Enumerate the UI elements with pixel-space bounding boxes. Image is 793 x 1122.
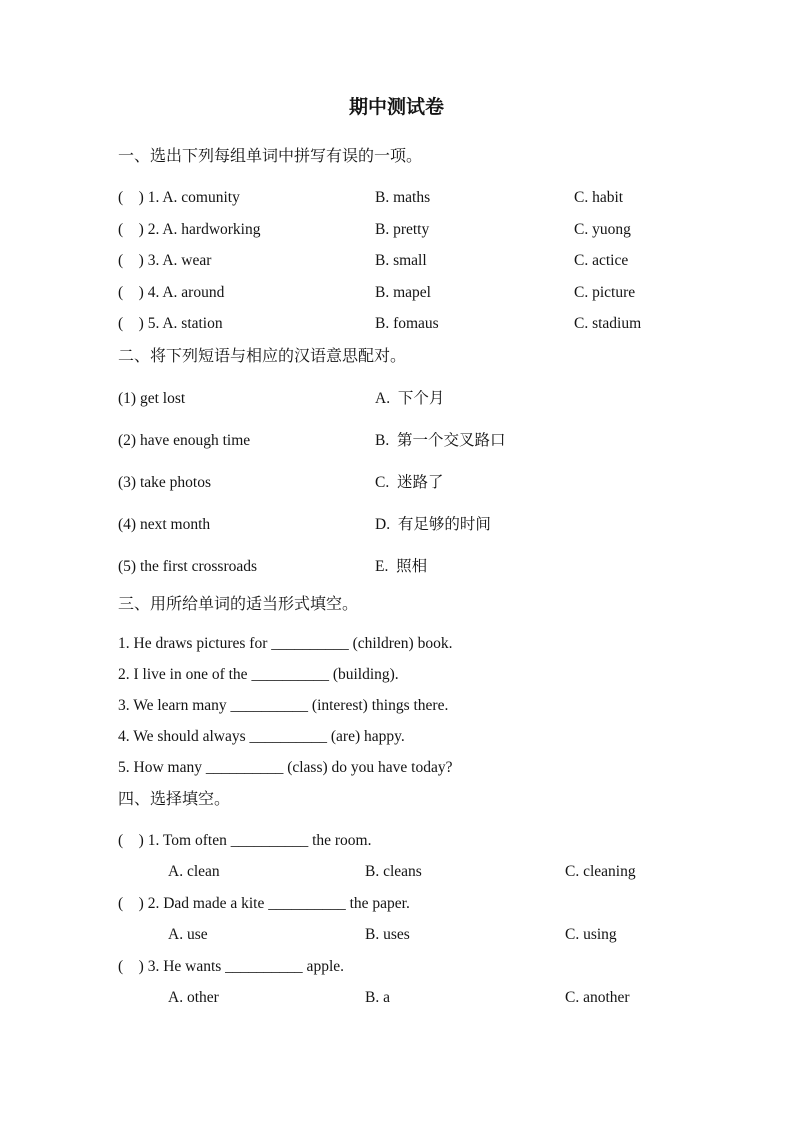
chinese-meaning: D. 有足够的时间 <box>375 515 491 533</box>
option-c: C. yuong <box>574 220 631 238</box>
option-b: B. pretty <box>375 220 430 238</box>
option-c: C. actice <box>574 252 629 269</box>
option-c: C. another <box>565 989 630 1006</box>
english-phrase: (2) have enough time <box>118 431 251 449</box>
word-group-row <box>118 277 753 309</box>
match-pair-row <box>118 420 753 462</box>
section2-heading: 二、将下列短语与相应的汉语意思配对。 <box>118 347 407 365</box>
chinese-meaning: A. 下个月 <box>375 389 445 407</box>
option-b: B. mapel <box>375 283 431 301</box>
section2-pairs <box>118 378 753 588</box>
choice-options-row <box>168 856 753 888</box>
section4-questions <box>118 825 753 1014</box>
word-group-row <box>118 308 753 340</box>
option-c: C. habit <box>574 189 624 206</box>
option-b: B. small <box>375 252 427 269</box>
english-phrase: (5) the first crossroads <box>118 557 258 575</box>
word-group-row <box>118 245 753 277</box>
section3-items <box>118 628 753 783</box>
answer-blank-and-option-a: ( ) 4. A. around <box>118 283 225 301</box>
chinese-meaning: C. 迷路了 <box>375 473 444 491</box>
choice-question-stem: ( ) 2. Dad made a kite __________ the paper. <box>118 894 410 912</box>
match-pair-row <box>118 462 753 504</box>
section1-rows <box>118 182 753 340</box>
word-group-row <box>118 182 753 214</box>
match-pair-row <box>118 378 753 420</box>
word-group-row <box>118 214 753 246</box>
fill-blank-sentence: 1. He draws pictures for __________ (children) book. <box>118 634 453 652</box>
answer-blank-and-option-a: ( ) 2. A. hardworking <box>118 220 261 238</box>
option-c: C. stadium <box>574 315 642 332</box>
option-c: C. picture <box>574 283 636 301</box>
option-b: B. maths <box>375 189 431 206</box>
match-pair-row <box>118 504 753 546</box>
fill-blank-sentence: 5. How many __________ (class) do you have today? <box>118 758 453 776</box>
chinese-meaning: E. 照相 <box>375 557 428 575</box>
option-a: A. clean <box>168 863 220 880</box>
section1-heading: 一、选出下列每组单词中拼写有误的一项。 <box>118 148 423 165</box>
option-b: B. uses <box>365 926 410 943</box>
option-b: B. a <box>365 989 390 1006</box>
section3-heading: 三、用所给单词的适当形式填空。 <box>118 595 359 613</box>
option-c: C. using <box>565 926 617 943</box>
page-title: 期中测试卷 <box>348 97 444 118</box>
english-phrase: (1) get lost <box>118 389 186 407</box>
choice-question-stem: ( ) 1. Tom often __________ the room. <box>118 831 372 849</box>
option-b: B. fomaus <box>375 315 439 332</box>
choice-question-stem: ( ) 3. He wants __________ apple. <box>118 957 344 975</box>
answer-blank-and-option-a: ( ) 3. A. wear <box>118 252 212 269</box>
chinese-meaning: B. 第一个交叉路口 <box>375 431 506 449</box>
match-pair-row <box>118 546 753 588</box>
option-b: B. cleans <box>365 863 422 880</box>
fill-blank-sentence: 3. We learn many __________ (interest) things there. <box>118 696 449 714</box>
option-c: C. cleaning <box>565 863 636 880</box>
answer-blank-and-option-a: ( ) 5. A. station <box>118 315 223 332</box>
paper-content <box>0 146 793 1014</box>
answer-blank-and-option-a: ( ) 1. A. comunity <box>118 189 240 206</box>
choice-options-row <box>168 982 753 1014</box>
fill-blank-sentence: 2. I live in one of the __________ (building). <box>118 665 399 683</box>
option-a: A. use <box>168 926 208 943</box>
english-phrase: (3) take photos <box>118 473 211 491</box>
fill-blank-sentence: 4. We should always __________ (are) happy. <box>118 727 405 745</box>
english-phrase: (4) next month <box>118 515 211 533</box>
option-a: A. other <box>168 989 219 1006</box>
choice-options-row <box>168 919 753 951</box>
section4-heading: 四、选择填空。 <box>118 790 231 808</box>
